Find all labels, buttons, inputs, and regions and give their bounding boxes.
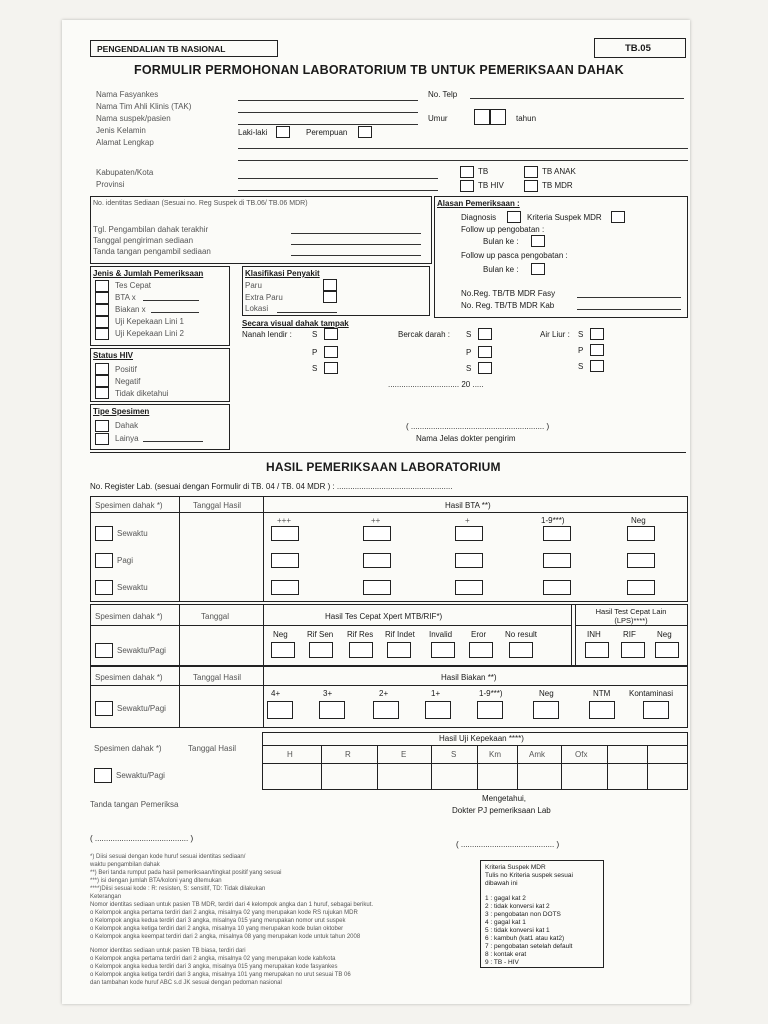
biakan-col-line-2 xyxy=(263,667,264,727)
kepekaan-col-line-1 xyxy=(321,745,322,789)
dokter-pj-label: Dokter PJ pemeriksaan Lab xyxy=(452,806,551,815)
kepekaan-col-line-8 xyxy=(647,745,648,789)
hiv-item-2: Negatif xyxy=(115,377,141,386)
kepekaan-col-1: H xyxy=(287,750,293,759)
tb-anak-checkbox[interactable] xyxy=(524,166,538,178)
hiv-title: Status HIV xyxy=(93,351,134,360)
tipe-item-1: Dahak xyxy=(115,421,139,430)
kepekaan-row-cb[interactable] xyxy=(94,768,112,783)
bercak-s-label: S xyxy=(466,330,472,339)
label-telp: No. Telp xyxy=(428,90,458,99)
xpert-col-line-3 xyxy=(571,605,572,665)
xpert-col-5: Invalid xyxy=(429,630,453,639)
nanah-p-box[interactable] xyxy=(324,346,338,358)
no-reg-fasy-line[interactable] xyxy=(577,297,681,298)
xpert-col-line-4 xyxy=(575,605,576,665)
note-line-7: Nomor identitas sediaan untuk pasien TB MDR, terdiri dari 4 kelompok angka dan 1 huruf, sebagai berikut. xyxy=(90,902,374,908)
xpert-cb-7[interactable] xyxy=(509,642,533,658)
biakan-hasil-header: Hasil Biakan **) xyxy=(441,673,497,682)
nanah-s-label: S xyxy=(312,330,318,339)
bta-r2-c1[interactable] xyxy=(271,553,299,568)
lainya-line[interactable] xyxy=(143,441,203,442)
bercak-p-label: P xyxy=(466,348,472,357)
tgl-kirim-line[interactable] xyxy=(291,244,421,245)
xpert-col-4: Rif Indet xyxy=(385,630,415,639)
hiv-item-3: Tidak diketahui xyxy=(115,389,169,398)
kriteria-sub: Tulis no Kriteria suspek sesuai dibawah ini xyxy=(485,872,573,887)
label-jenis-kelamin: Jenis Kelamin xyxy=(96,126,146,135)
kepekaan-col-7: Ofx xyxy=(575,750,588,759)
biakan-col-2: 3+ xyxy=(323,689,333,698)
tb-mdr-checkbox[interactable] xyxy=(524,180,538,192)
provinsi-line[interactable] xyxy=(238,190,438,191)
biakan-col-4: 1+ xyxy=(431,689,441,698)
jenis-item-5: Uji Kepekaan Lini 2 xyxy=(115,329,184,338)
hasil-title: HASIL PEMERIKSAAN LABORATORIUM xyxy=(266,460,501,474)
biakan-col-1: 4+ xyxy=(271,689,281,698)
xpert-row-line xyxy=(91,625,571,626)
doctor-paren[interactable]: ( ............................................................ ) xyxy=(406,422,550,431)
label-tb-hiv: TB HIV xyxy=(478,181,504,190)
klasifikasi-item-3: Lokasi xyxy=(245,304,269,313)
label-kabupaten: Kabupaten/Kota xyxy=(96,168,154,177)
label-tgl-kirim: Tanggal pengiriman sediaan xyxy=(93,236,194,245)
biakan-cb-2[interactable] xyxy=(319,701,345,719)
suspek-line[interactable] xyxy=(238,124,418,125)
label-tim: Nama Tim Ahli Klinis (TAK) xyxy=(96,102,192,111)
bta-spesimen-header: Spesimen dahak *) xyxy=(95,501,163,510)
tim-line[interactable] xyxy=(238,112,418,113)
bta-table xyxy=(90,496,688,602)
bta-row2-cb[interactable] xyxy=(95,553,113,568)
kepekaan-col-line-4 xyxy=(477,745,478,789)
jenis-check-3[interactable] xyxy=(95,304,109,316)
biakan-col-7: NTM xyxy=(593,689,611,698)
jenis-title: Jenis & Jumlah Pemeriksaan xyxy=(93,269,204,278)
kepekaan-col-6: Amk xyxy=(529,750,545,759)
xpert-cb-3[interactable] xyxy=(349,642,373,658)
hiv-check-1[interactable] xyxy=(95,363,109,375)
bta-r3-c5[interactable] xyxy=(627,580,655,595)
label-no-reg-kab: No. Reg. TB/TB MDR Kab xyxy=(461,301,555,310)
bta-r3-c2[interactable] xyxy=(363,580,391,595)
xpert-col-7: No result xyxy=(505,630,538,639)
form-code: TB.05 xyxy=(625,43,651,54)
xpert-col-1: Neg xyxy=(273,630,288,639)
liur-s-box[interactable] xyxy=(590,328,604,340)
klasifikasi-box xyxy=(242,266,430,316)
ttd-pengambil-line[interactable] xyxy=(291,255,421,256)
kepekaan-row-line-2 xyxy=(263,763,687,764)
extra-paru-checkbox[interactable] xyxy=(323,291,337,303)
lpa-col-1: INH xyxy=(587,630,601,639)
note-line-2: waktu pengambilan dahak xyxy=(90,862,160,868)
doctor-label: Nama Jelas dokter pengirim xyxy=(416,434,516,443)
tipe-check-1[interactable] xyxy=(95,420,109,432)
bta-row1-cb[interactable] xyxy=(95,526,113,541)
tb-checkbox[interactable] xyxy=(460,166,474,178)
alasan-box xyxy=(434,196,688,318)
kepekaan-col-line-2 xyxy=(377,745,378,789)
kriteria-mdr-checkbox[interactable] xyxy=(611,211,625,223)
biakan-col-3: 2+ xyxy=(379,689,389,698)
kepekaan-col-line-6 xyxy=(561,745,562,789)
tipe-item-2: Lainya xyxy=(115,434,139,443)
bta-hasil-header: Hasil BTA **) xyxy=(445,501,491,510)
jenis-item-1: Tes Cepat xyxy=(115,281,152,290)
label-tb: TB xyxy=(478,167,489,176)
note-line-15: o Kelompok angka kedua terdiri dari 3 angka, misalnya 015 yang merupakan kode fasyankes xyxy=(90,964,338,970)
pemeriksa-label: Tanda tangan Pemeriksa xyxy=(90,800,179,809)
kriteria-item-8: 8 : kontak erat xyxy=(485,951,527,958)
note-line-8: o Kelompok angka pertama terdiri dari 2 angka, misalnya 02 yang merupakan kode RS rujukan MDR xyxy=(90,910,358,916)
pemeriksa-paren[interactable]: ( .......................................... ) xyxy=(90,834,194,843)
lpa-col-3: Neg xyxy=(657,630,672,639)
lokasi-line[interactable] xyxy=(277,312,337,313)
note-line-4: ***) isi dengan jumlah BTA/koloni yang ditemukan xyxy=(90,878,222,884)
biakan-spesimen-header: Spesimen dahak *) xyxy=(95,673,163,682)
xpert-row-label: Sewaktu/Pagi xyxy=(117,646,166,655)
kepekaan-col-4: S xyxy=(451,750,457,759)
program-box xyxy=(90,40,278,57)
note-line-6: Keterangan xyxy=(90,894,122,900)
biakan-cb-4[interactable] xyxy=(425,701,451,719)
note-line-1: *) Diisi sesuai dengan kode huruf sesuai identitas sediaan/ xyxy=(90,854,246,860)
label-alamat: Alamat Lengkap xyxy=(96,138,154,147)
bta-r1-c4[interactable] xyxy=(543,526,571,541)
liur-p-box[interactable] xyxy=(590,344,604,356)
biakan-col-8: Kontaminasi xyxy=(629,689,674,698)
bta-col-line-1 xyxy=(179,497,180,601)
kepekaan-row-line-1 xyxy=(263,745,687,746)
xpert-row-cb[interactable] xyxy=(95,643,113,658)
bta-x-line[interactable] xyxy=(143,300,199,301)
perempuan-checkbox[interactable] xyxy=(358,126,372,138)
alamat-line-2[interactable] xyxy=(238,160,688,161)
lpa-cb-2[interactable] xyxy=(621,642,645,658)
kepekaan-col-line-5 xyxy=(517,745,518,789)
note-line-14: o Kelompok angka pertama terdiri dari 2 angka, misalnya 02 yang merupakan kode kab/kota xyxy=(90,956,336,962)
bta-grade-2: ++ xyxy=(371,516,381,525)
kepekaan-col-3: E xyxy=(401,750,407,759)
hiv-check-2[interactable] xyxy=(95,375,109,387)
xpert-table xyxy=(90,604,688,666)
biakan-col-6: Neg xyxy=(539,689,554,698)
note-line-13: Nomor identitas sediaan untuk pasien TB biasa, terdiri dari xyxy=(90,948,246,954)
bta-r2-c4[interactable] xyxy=(543,553,571,568)
label-suspek: Nama suspek/pasien xyxy=(96,114,171,123)
label-tahun: tahun xyxy=(516,114,537,123)
bta-r3-c1[interactable] xyxy=(271,580,299,595)
bta-row3-cb[interactable] xyxy=(95,580,113,595)
lpa-col-2: RIF xyxy=(623,630,636,639)
label-kriteria-mdr: Kriteria Suspek MDR xyxy=(527,213,602,222)
kabupaten-line[interactable] xyxy=(238,178,438,179)
label-laki: Laki-laki xyxy=(238,128,268,137)
hiv-box xyxy=(90,348,230,402)
specimen-id-box xyxy=(90,196,432,264)
xpert-cb-5[interactable] xyxy=(431,642,455,658)
note-line-11: o Kelompok angka keempat terdiri dari 2 angka, misalnya 08 yang merupakan kode untuk tahun 2008 xyxy=(90,934,361,940)
kriteria-title: Kriteria Suspek MDR xyxy=(485,864,546,871)
label-tgl-ambil: Tgl. Pengambilan dahak terakhir xyxy=(93,225,209,234)
bta-grade-4: 1-9***) xyxy=(541,516,565,525)
paru-checkbox[interactable] xyxy=(323,279,337,291)
label-perempuan: Perempuan xyxy=(306,128,348,137)
bta-grade-1: +++ xyxy=(277,516,292,525)
biakan-cb-8[interactable] xyxy=(643,701,669,719)
bta-tanggal-header: Tanggal Hasil xyxy=(193,501,242,510)
lpa-cb-3[interactable] xyxy=(655,642,679,658)
note-line-9: o Kelompok angka kedua terdiri dari 3 angka, misalnya 015 yang merupakan nomor urut suspek xyxy=(90,918,346,924)
jenis-box xyxy=(90,266,230,346)
label-follow-up-pasca: Follow up pasca pengobatan : xyxy=(461,251,568,260)
biakan-row-cb[interactable] xyxy=(95,701,113,716)
liur-s2-label: S xyxy=(578,362,584,371)
bercak-s2-box[interactable] xyxy=(478,362,492,374)
jenis-item-3: Biakan x xyxy=(115,305,146,314)
biakan-row-line xyxy=(91,685,687,686)
bta-grade-5: Neg xyxy=(631,516,646,525)
biakan-cb-5[interactable] xyxy=(477,701,503,719)
biakan-cb-3[interactable] xyxy=(373,701,399,719)
label-bulan-ke: Bulan ke : xyxy=(483,237,519,246)
faskes-line[interactable] xyxy=(238,100,418,101)
liur-p-label: P xyxy=(578,346,584,355)
tipe-title: Tipe Spesimen xyxy=(93,407,150,416)
xpert-cb-4[interactable] xyxy=(387,642,411,658)
bta-r3-c4[interactable] xyxy=(543,580,571,595)
jenis-item-2: BTA x xyxy=(115,293,136,302)
nanah-s2-label: S xyxy=(312,364,318,373)
note-line-3: **) Beri tanda rumput pada hasil pemeriksaan/tingkat positif yang sesuai xyxy=(90,870,282,876)
bta-r2-c3[interactable] xyxy=(455,553,483,568)
jenis-check-1[interactable] xyxy=(95,280,109,292)
hiv-item-1: Positif xyxy=(115,365,137,374)
label-follow-up: Follow up pengobatan : xyxy=(461,225,545,234)
visual-title: Secara visual dahak tampak xyxy=(242,319,349,328)
label-diagnosis: Diagnosis xyxy=(461,213,497,222)
xpert-cb-1[interactable] xyxy=(271,642,295,658)
kepekaan-col-line-3 xyxy=(431,745,432,789)
kepekaan-tanggal-header: Tanggal Hasil xyxy=(188,744,237,753)
xpert-spesimen-header: Spesimen dahak *) xyxy=(95,612,163,621)
form-page xyxy=(62,20,690,1004)
tipe-box xyxy=(90,404,230,450)
biakan-x-line[interactable] xyxy=(151,312,199,313)
label-bercak: Bercak darah : xyxy=(398,330,451,339)
xpert-col-line-2 xyxy=(263,605,264,665)
biakan-cb-1[interactable] xyxy=(267,701,293,719)
kepekaan-col-5: Km xyxy=(489,750,501,759)
bta-r1-c1[interactable] xyxy=(271,526,299,541)
umur-box-1[interactable] xyxy=(474,109,490,125)
note-line-5: ****)Diisi sesuai kode : R: resisten, S: sensitif, TD: Tidak dilakukan xyxy=(90,886,266,892)
kriteria-box xyxy=(480,860,604,968)
nanah-p-label: P xyxy=(312,348,318,357)
bta-r1-c5[interactable] xyxy=(627,526,655,541)
kepekaan-col-2: R xyxy=(345,750,351,759)
xpert-cb-2[interactable] xyxy=(309,642,333,658)
no-reg-kab-line[interactable] xyxy=(577,309,681,310)
label-no-identitas: No. identitas Sediaan (Sesuai no. Reg Suspek di TB.06/ TB.06 MDR) xyxy=(93,200,308,207)
biakan-cb-7[interactable] xyxy=(589,701,615,719)
laki-checkbox[interactable] xyxy=(276,126,290,138)
bta-r3-c3[interactable] xyxy=(455,580,483,595)
hiv-check-3[interactable] xyxy=(95,387,109,399)
xpert-col-6: Eror xyxy=(471,630,487,639)
jenis-check-2[interactable] xyxy=(95,292,109,304)
xpert-col-line-1 xyxy=(179,605,180,665)
kriteria-item-9: 9 : TB - HIV xyxy=(485,959,519,966)
bta-col-line-2 xyxy=(263,497,264,601)
kriteria-item-6: 6 : kambuh (kat1 atau kat2) xyxy=(485,935,565,942)
label-air-liur: Air Liur : xyxy=(540,330,570,339)
lpa-cb-1[interactable] xyxy=(585,642,609,658)
kriteria-item-1: 1 : gagal kat 2 xyxy=(485,895,526,902)
kriteria-item-5: 5 : tidak konversi kat 1 xyxy=(485,927,550,934)
diagnosis-checkbox[interactable] xyxy=(507,211,521,223)
biakan-table xyxy=(90,666,688,728)
kriteria-item-3: 3 : pengobatan non DOTS xyxy=(485,911,561,918)
dokter-paren[interactable]: ( .......................................... ) xyxy=(456,840,560,849)
label-tb-mdr: TB MDR xyxy=(542,181,573,190)
xpert-cb-6[interactable] xyxy=(469,642,493,658)
program-name: PENGENDALIAN TB NASIONAL xyxy=(97,44,226,54)
bercak-s-box[interactable] xyxy=(478,328,492,340)
biakan-col-line-1 xyxy=(179,667,180,727)
mengetahui-label: Mengetahui, xyxy=(482,794,527,803)
xpert-tanggal-header: Tanggal xyxy=(201,612,230,621)
label-faskes: Nama Fasyankes xyxy=(96,90,159,99)
tb-hiv-checkbox[interactable] xyxy=(460,180,474,192)
tipe-check-2[interactable] xyxy=(95,433,109,445)
nanah-s2-box[interactable] xyxy=(324,362,338,374)
label-umur: Umur xyxy=(428,114,448,123)
label-bulan-ke-2: Bulan ke : xyxy=(483,265,519,274)
label-nanah: Nanah lendir : xyxy=(242,330,292,339)
bulan-ke-box[interactable] xyxy=(531,235,545,247)
xpert-col-2: Rif Sen xyxy=(307,630,334,639)
biakan-tanggal-header: Tanggal Hasil xyxy=(193,673,242,682)
date-line[interactable]: ................................ 20 ..... xyxy=(388,380,484,389)
kriteria-item-4: 4 : gagal kat 1 xyxy=(485,919,526,926)
biakan-row-label: Sewaktu/Pagi xyxy=(117,704,166,713)
telp-line[interactable] xyxy=(470,98,684,99)
label-provinsi: Provinsi xyxy=(96,180,125,189)
bercak-p-box[interactable] xyxy=(478,346,492,358)
kepekaan-grid xyxy=(262,732,688,790)
liur-s-label: S xyxy=(578,330,584,339)
klasifikasi-item-2: Extra Paru xyxy=(245,293,283,302)
label-ttd-pengambil: Tanda tangan pengambil sediaan xyxy=(93,247,211,256)
liur-s2-box[interactable] xyxy=(590,360,604,372)
alamat-line-1[interactable] xyxy=(238,148,688,149)
bta-row-line-1 xyxy=(91,512,687,513)
bta-row2-label: Pagi xyxy=(117,556,134,565)
kepekaan-col-line-7 xyxy=(607,745,608,789)
kepekaan-spesimen-header: Spesimen dahak *) xyxy=(94,744,162,753)
bulan-ke-2-box[interactable] xyxy=(531,263,545,275)
label-no-reg-fasy: No.Reg. TB/TB MDR Fasy xyxy=(461,289,556,298)
bta-r2-c5[interactable] xyxy=(627,553,655,568)
form-code-box xyxy=(594,38,686,58)
xpert-col-3: Rif Res xyxy=(347,630,374,639)
label-tb-anak: TB ANAK xyxy=(542,167,576,176)
note-line-17: dan tambahan kode huruf ABC s.d JK sesuai dengan pedoman nasional xyxy=(90,980,282,986)
kepekaan-row-label: Sewaktu/Pagi xyxy=(116,771,165,780)
biakan-cb-6[interactable] xyxy=(533,701,559,719)
klasifikasi-title: Klasifikasi Penyakit xyxy=(245,269,320,278)
bta-row3-label: Sewaktu xyxy=(117,583,148,592)
tgl-ambil-line[interactable] xyxy=(291,233,421,234)
jenis-check-5[interactable] xyxy=(95,328,109,340)
form-title: FORMULIR PERMOHONAN LABORATORIUM TB UNTUK PEMERIKSAAN DAHAK xyxy=(134,63,624,77)
klasifikasi-item-1: Paru xyxy=(245,281,262,290)
xpert-hasil-header: Hasil Tes Cepat Xpert MTB/RIF*) xyxy=(325,612,443,621)
bta-r2-c2[interactable] xyxy=(363,553,391,568)
bta-r1-c2[interactable] xyxy=(363,526,391,541)
bta-grade-3: + xyxy=(465,516,470,525)
bercak-s2-label: S xyxy=(466,364,472,373)
jenis-check-4[interactable] xyxy=(95,316,109,328)
kepekaan-table xyxy=(90,730,686,792)
xpert-lpa-header: Hasil Test Cepat Lain (LPS)****) xyxy=(595,607,667,625)
jenis-item-4: Uji Kepekaan Lini 1 xyxy=(115,317,184,326)
kriteria-item-2: 2 : tidak konversi kat 2 xyxy=(485,903,550,910)
alasan-title: Alasan Pemeriksaan : xyxy=(437,199,520,208)
kriteria-item-7: 7 : pengobatan setelah default xyxy=(485,943,573,950)
nanah-s-box[interactable] xyxy=(324,328,338,340)
note-line-16: o Kelompok angka ketiga terdiri dari 3 angka, misalnya 101 yang merupakan no urut sesuai TB 06 xyxy=(90,972,351,978)
bta-row1-label: Sewaktu xyxy=(117,529,148,538)
xpert-lpa-row-line xyxy=(575,625,687,626)
umur-box-2[interactable] xyxy=(490,109,506,125)
bta-r1-c3[interactable] xyxy=(455,526,483,541)
kepekaan-header: Hasil Uji Kepekaan ****) xyxy=(439,734,524,743)
biakan-col-5: 1-9***) xyxy=(479,689,503,698)
no-register: No. Register Lab. (sesuai dengan Formulir di TB. 04 / TB. 04 MDR ) : .................................................... xyxy=(90,482,453,491)
section-divider xyxy=(90,452,686,453)
note-line-10: o Kelompok angka ketiga terdiri dari 2 angka, misalnya 10 yang merupakan kode bulan oktober xyxy=(90,926,344,932)
